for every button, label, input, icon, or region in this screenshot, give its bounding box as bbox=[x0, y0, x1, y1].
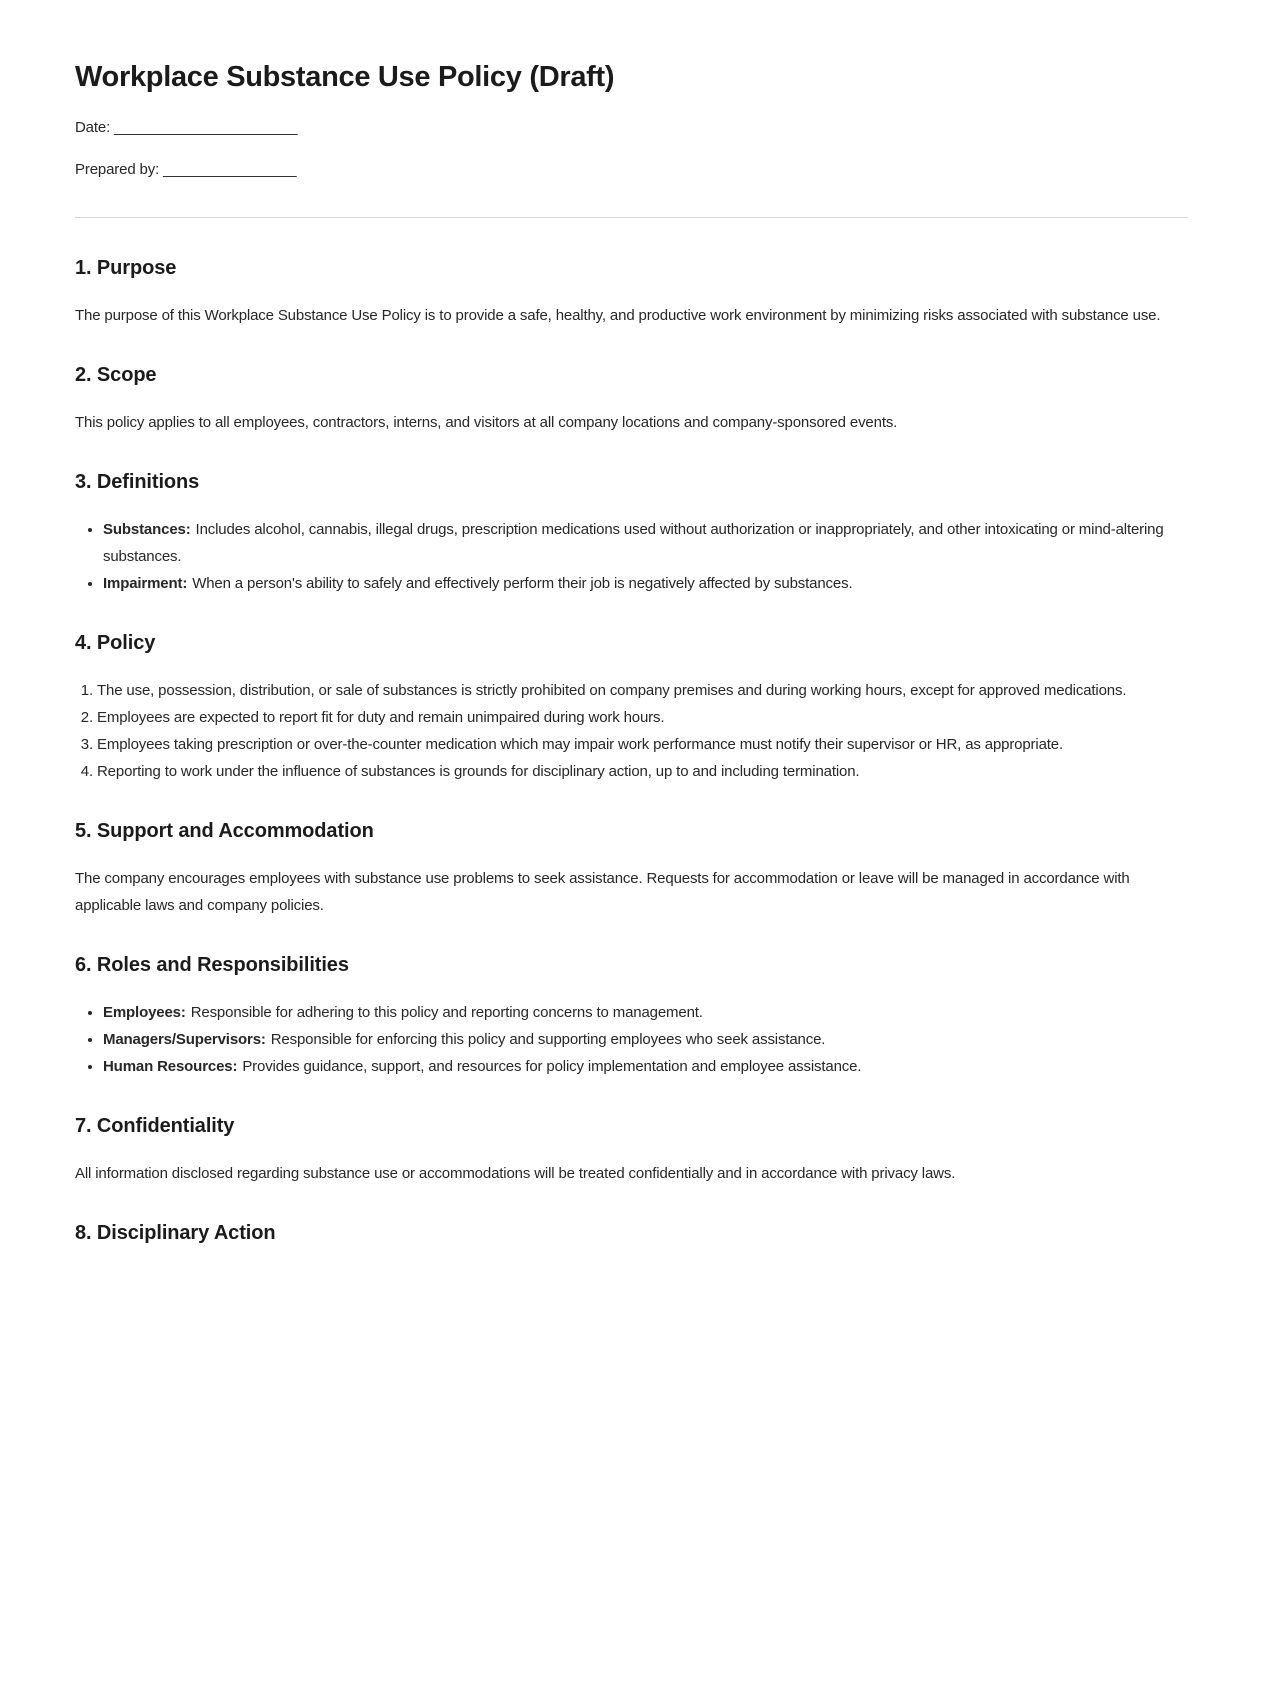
prepared-by-label: Prepared by: bbox=[75, 161, 160, 178]
section-heading-definitions: 3. Definitions bbox=[75, 471, 200, 493]
date-label: Date: bbox=[75, 119, 111, 136]
section-policy bbox=[75, 603, 1188, 791]
paragraph-confidentiality: All information disclosed regarding substance use or accommodations will be treated confidentially and in accordance with privacy laws. bbox=[75, 1165, 956, 1182]
section-heading-roles: 6. Roles and Responsibilities bbox=[75, 954, 349, 976]
paragraph-support: The company encourages employees with substance use problems to seek assistance. Requests for accommodation or leave will be managed in accordance with applicable laws and company policies. bbox=[75, 870, 1130, 914]
term-impairment: Impairment: bbox=[103, 575, 188, 592]
list-item-text: Includes alcohol, cannabis, illegal drugs, prescription medications used without authorization or inappropriately, and other intoxicating or mind-altering substances. bbox=[103, 521, 1164, 565]
list-item-text: Responsible for adhering to this policy and reporting concerns to management. bbox=[190, 1004, 703, 1021]
list-item bbox=[103, 516, 1188, 570]
section-heading-policy: 4. Policy bbox=[75, 632, 156, 654]
paragraph-scope: This policy applies to all employees, contractors, interns, and visitors at all company locations and company-sponsored events. bbox=[75, 414, 898, 431]
prepared-by-line bbox=[75, 160, 1188, 180]
list-item-text: When a person's ability to safely and effectively perform their job is negatively affected by substances. bbox=[192, 575, 853, 592]
term-managers-supervisors: Managers/Supervisors: bbox=[103, 1031, 266, 1048]
section-purpose bbox=[75, 228, 1188, 335]
list-item bbox=[103, 1053, 1188, 1080]
policy-rules-list bbox=[75, 677, 1188, 785]
term-employees: Employees: bbox=[103, 1004, 186, 1021]
section-scope bbox=[75, 335, 1188, 442]
section-heading-scope: 2. Scope bbox=[75, 364, 157, 386]
section-heading-purpose: 1. Purpose bbox=[75, 257, 177, 279]
definitions-list bbox=[75, 516, 1188, 597]
section-support bbox=[75, 791, 1188, 925]
list-item bbox=[103, 999, 1188, 1026]
paragraph-purpose: The purpose of this Workplace Substance Use Policy is to provide a safe, healthy, and productive work environment by minimizing risks associated with substance use. bbox=[75, 307, 1161, 324]
list-item-text: Responsible for enforcing this policy and supporting employees who seek assistance. bbox=[270, 1031, 826, 1048]
prepared-by-blank: ________________ bbox=[163, 161, 297, 178]
list-item: 2. Employees are expected to report fit for duty and remain unimpaired during work hours. bbox=[97, 704, 1188, 731]
list-item bbox=[103, 1026, 1188, 1053]
list-item bbox=[103, 570, 1188, 597]
date-line bbox=[75, 118, 1188, 138]
divider bbox=[75, 217, 1188, 218]
section-definitions bbox=[75, 442, 1188, 603]
section-heading-disciplinary-action: 8. Disciplinary Action bbox=[75, 1222, 276, 1244]
list-item-text: Provides guidance, support, and resources for policy implementation and employee assistance. bbox=[242, 1058, 862, 1075]
section-heading-confidentiality: 7. Confidentiality bbox=[75, 1115, 235, 1137]
list-item: 3. Employees taking prescription or over-the-counter medication which may impair work performance must notify their supervisor or HR, as appropriate. bbox=[97, 731, 1188, 758]
date-blank: ______________________ bbox=[114, 119, 298, 136]
term-substances: Substances: bbox=[103, 521, 191, 538]
section-disciplinary-action bbox=[75, 1193, 1188, 1267]
roles-list bbox=[75, 999, 1188, 1080]
page-title: Workplace Substance Use Policy (Draft) bbox=[75, 61, 615, 93]
section-roles bbox=[75, 925, 1188, 1086]
section-heading-support: 5. Support and Accommodation bbox=[75, 820, 374, 842]
section-confidentiality bbox=[75, 1086, 1188, 1193]
term-human-resources: Human Resources: bbox=[103, 1058, 238, 1075]
list-item: 4. Reporting to work under the influence of substances is grounds for disciplinary action, up to and including termination. bbox=[97, 758, 1188, 785]
list-item: 1. The use, possession, distribution, or sale of substances is strictly prohibited on company premises and during working hours, except for approved medications. bbox=[97, 677, 1188, 704]
